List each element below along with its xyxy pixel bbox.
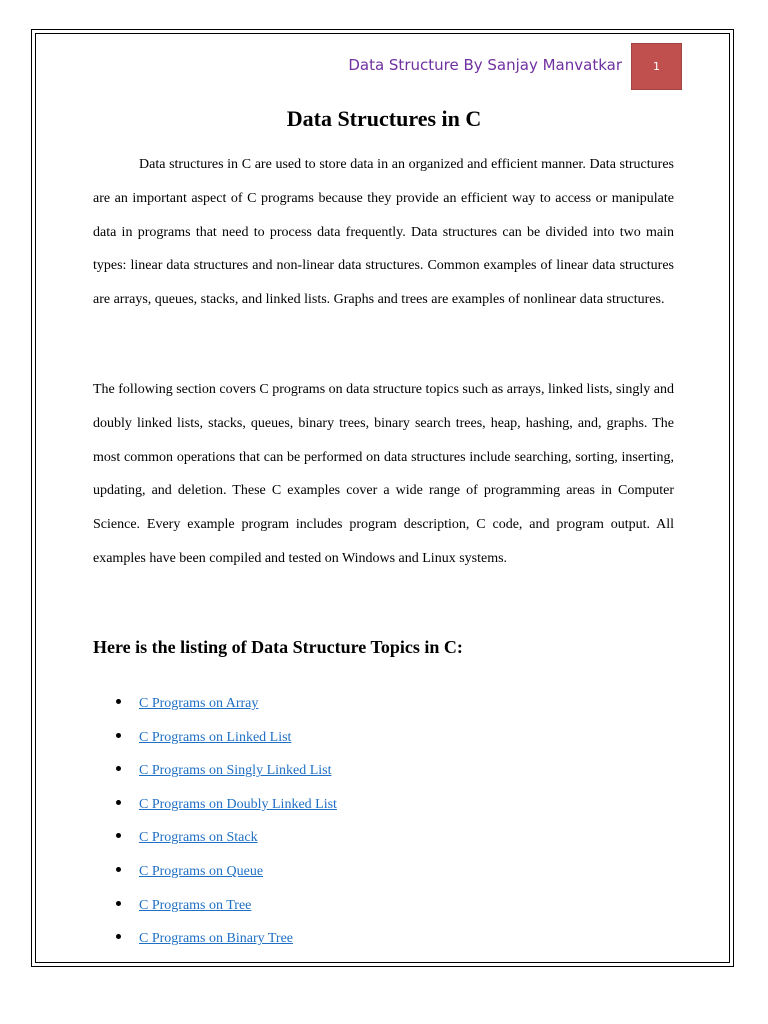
- bullet-icon: [116, 934, 121, 939]
- topic-link-singly-linked-list[interactable]: C Programs on Singly Linked List: [139, 763, 332, 779]
- bullet-icon: [116, 800, 121, 805]
- list-item: [0, 857, 600, 891]
- overview-paragraph: The following section covers C programs on data structure topics such as arrays, linked lists, singly and doubly linked lists, stacks, queues, binary trees, binary search trees, heap, hashing, and, graphs. The most common operations that can be performed on data structures include searching, sorting, inserting, updating, and deletion. These C examples cover a wide range of programming areas in Computer Science. Every example program includes program description, C code, and program output. All examples have been compiled and tested on Windows and Linux systems.: [93, 382, 674, 566]
- topic-list: [0, 689, 600, 958]
- page-number-badge: [631, 43, 682, 90]
- list-item: [0, 924, 600, 958]
- topic-link-binary-tree[interactable]: C Programs on Binary Tree: [139, 931, 293, 947]
- topic-link-stack[interactable]: C Programs on Stack: [139, 830, 258, 846]
- bullet-icon: [116, 901, 121, 906]
- topic-link-array[interactable]: C Programs on Array: [139, 696, 259, 711]
- bullet-icon: [116, 699, 121, 704]
- topics-heading: Here is the listing of Data Structure Topics in C:: [93, 637, 463, 657]
- list-item: [0, 891, 600, 925]
- topic-link-doubly-linked-list[interactable]: C Programs on Doubly Linked List: [139, 796, 337, 812]
- topic-link-linked-list[interactable]: C Programs on Linked List: [139, 729, 292, 745]
- list-item: [0, 790, 600, 824]
- bullet-icon: [116, 733, 121, 738]
- page-number: 1: [653, 60, 660, 73]
- topic-link-queue[interactable]: C Programs on Queue: [139, 863, 264, 879]
- list-item: [0, 823, 600, 857]
- topic-link-tree[interactable]: C Programs on Tree: [139, 897, 252, 913]
- bullet-icon: [116, 833, 121, 838]
- list-item: [0, 756, 600, 790]
- bullet-icon: [116, 867, 121, 872]
- intro-paragraph: Data structures in C are used to store data in an organized and efficient manner. Data structures are an important aspect of C programs because they provide an efficient way to access or manipulate data in programs that need to process data frequently. Data structures can be divided into two main types: linear data structures and non-linear data structures. Common examples of linear data structures are arrays, queues, stacks, and linked lists. Graphs and trees are examples of nonlinear data structures.: [93, 157, 674, 308]
- list-item: [0, 689, 600, 723]
- list-item: [0, 723, 600, 757]
- header-title: Data Structure By Sanjay Manvatkar: [348, 56, 622, 74]
- bullet-icon: [116, 766, 121, 771]
- document-title: Data Structures in C: [286, 106, 482, 131]
